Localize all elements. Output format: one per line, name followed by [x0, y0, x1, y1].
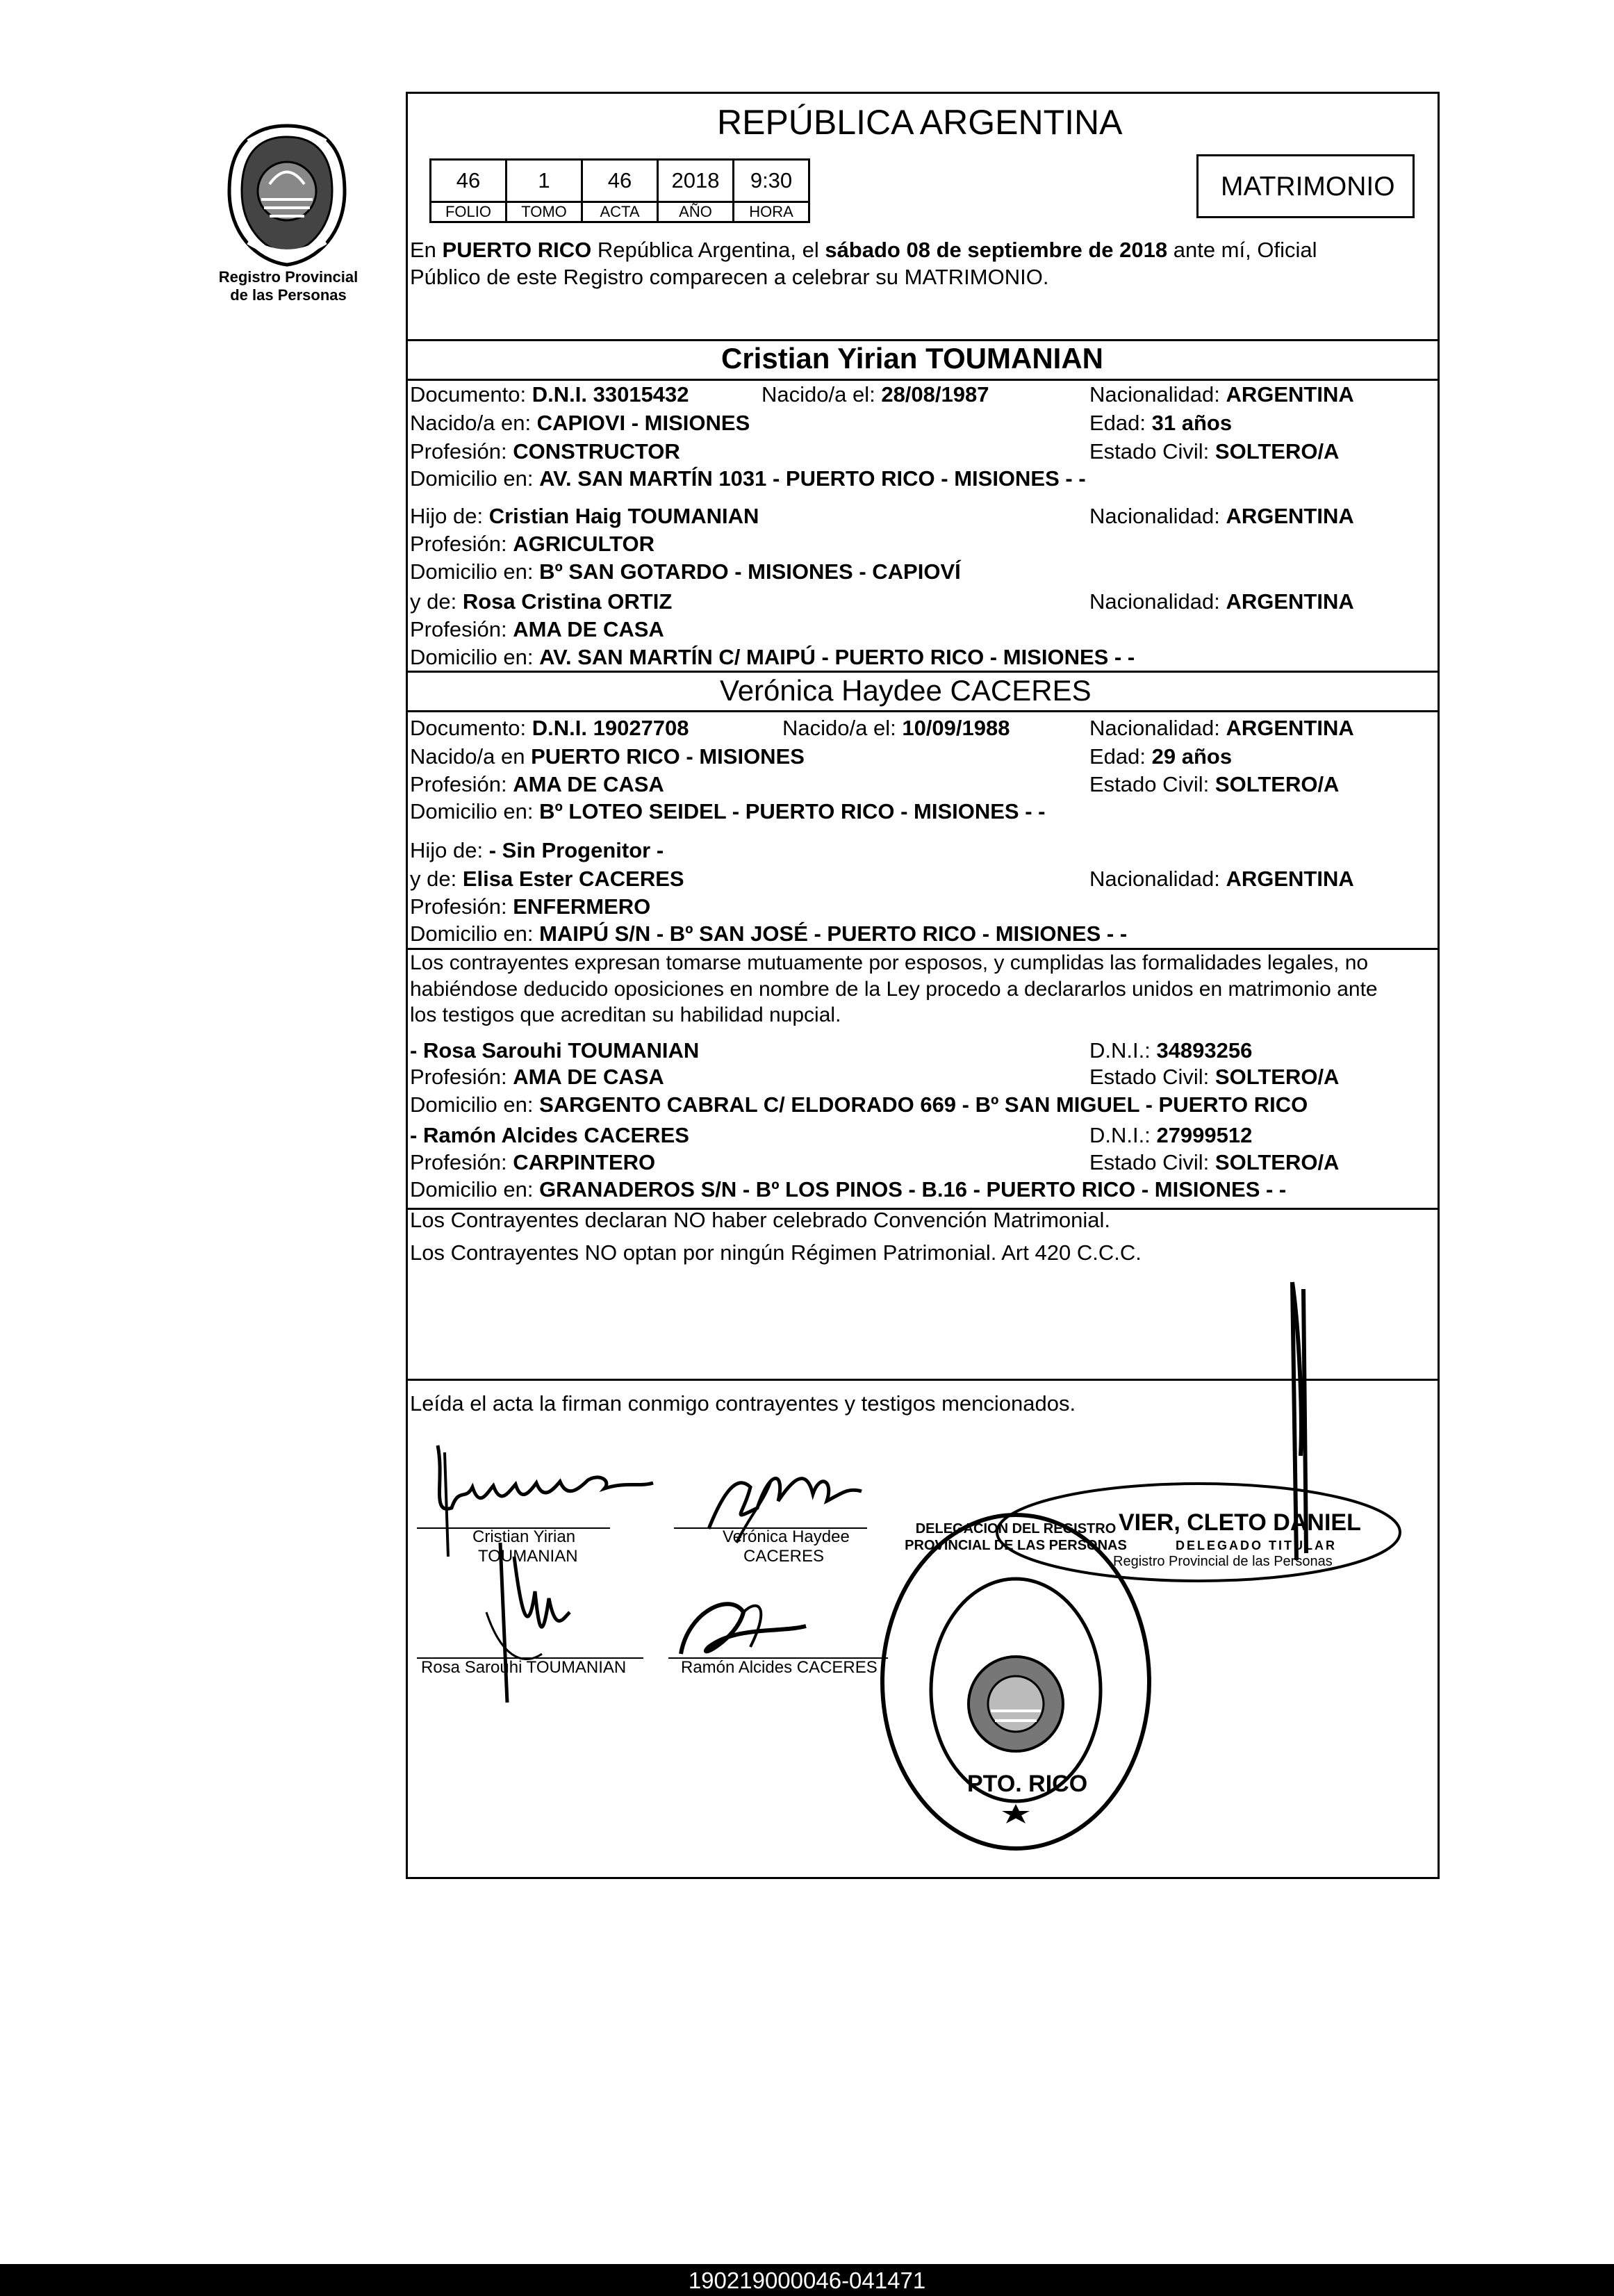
intro-text: ante mí, Oficial — [1167, 238, 1317, 262]
logo-caption — [201, 268, 375, 304]
tomo-label: TOMO — [507, 202, 582, 222]
label: Profesión: — [410, 617, 513, 641]
label: Domicilio en: — [410, 921, 540, 946]
witness-1-signature-name: Rosa Sarouhi TOUMANIAN — [421, 1658, 627, 1677]
label: Nacido/a el: — [761, 382, 882, 407]
intro-date: sábado 08 de septiembre de 2018 — [825, 238, 1168, 262]
folio-label: FOLIO — [431, 202, 507, 222]
intro-text: En — [410, 238, 443, 262]
declaration-line-1: Los contrayentes expresan tomarse mutuamente por esposos, y cumplidas las formalidades legales, no — [410, 951, 1369, 974]
divider — [406, 710, 1440, 712]
label: Estado Civil: — [1089, 1065, 1215, 1089]
value: 27999512 — [1156, 1123, 1253, 1147]
bride-signature-name-1: Verónica Haydee — [723, 1527, 850, 1546]
logo-caption-line-2: de las Personas — [230, 286, 347, 304]
label: Documento: — [410, 716, 532, 740]
groom-mother-address — [410, 645, 1135, 670]
footer-bar — [0, 2264, 1614, 2296]
bride-nationality — [1089, 716, 1354, 741]
groom-birthdate — [761, 382, 989, 407]
notes-line-2: Los Contrayentes NO optan por ningún Régimen Patrimonial. Art 420 C.C.C. — [410, 1240, 1142, 1265]
declaration-line-2: habiéndose deducido oposiciones en nombre de la Ley procedo a declararlos unidos en matrimonio ante — [410, 978, 1378, 1001]
label: y de: — [410, 867, 463, 891]
label: Edad: — [1089, 744, 1152, 769]
value: ENFERMERO — [513, 894, 651, 919]
label: Domicilio en: — [410, 645, 540, 669]
label: Nacido/a en: — [410, 411, 537, 435]
label: Hijo de: — [410, 838, 489, 862]
groom-nationality — [1089, 382, 1354, 407]
provincia-misiones-logo — [221, 122, 353, 268]
value: Cristian Haig TOUMANIAN — [488, 504, 759, 528]
label: Domicilio en: — [410, 466, 540, 491]
anio-value: 2018 — [658, 160, 734, 202]
bride-profession — [410, 772, 664, 797]
label: Nacionalidad: — [1089, 382, 1226, 407]
label: Domicilio en: — [410, 1177, 540, 1202]
label: Domicilio en: — [410, 1092, 540, 1117]
bride-signature-name-2: CACERES — [743, 1547, 825, 1566]
label: Estado Civil: — [1089, 772, 1215, 796]
groom-mother-nationality — [1089, 589, 1354, 614]
tomo-value: 1 — [507, 160, 582, 202]
bride-father — [410, 838, 664, 863]
value: ARGENTINA — [1226, 382, 1354, 407]
value: AMA DE CASA — [513, 772, 664, 796]
label: Domicilio en: — [410, 559, 540, 584]
witness-2-dni — [1089, 1123, 1252, 1148]
value: AGRICULTOR — [513, 532, 654, 556]
value: D.N.I. 19027708 — [532, 716, 689, 740]
witness-2-signature-name: Ramón Alcides CACERES — [681, 1658, 878, 1677]
acta-label: ACTA — [582, 202, 658, 222]
label: Estado Civil: — [1089, 439, 1215, 464]
value: CARPINTERO — [513, 1150, 656, 1174]
label: D.N.I.: — [1089, 1038, 1157, 1063]
value: SOLTERO/A — [1214, 1065, 1340, 1089]
value: AMA DE CASA — [513, 617, 664, 641]
declaration-line-3: los testigos que acreditan su habilidad nupcial. — [410, 1003, 841, 1026]
document-type: MATRIMONIO — [1221, 172, 1395, 202]
value: SARGENTO CABRAL C/ ELDORADO 669 - Bº SAN MIGUEL - PUERTO RICO — [539, 1092, 1308, 1117]
witness-1-address — [410, 1092, 1308, 1117]
value: AV. SAN MARTÍN 1031 - PUERTO RICO - MISIONES - - — [539, 466, 1086, 491]
logo-caption-line-1: Registro Provincial — [218, 268, 359, 286]
groom-document — [410, 382, 689, 407]
intro-text: República Argentina, el — [591, 238, 825, 262]
value: CAPIOVI - MISIONES — [536, 411, 750, 435]
value: GRANADEROS S/N - Bº LOS PINOS - B.16 - PUERTO RICO - MISIONES - - — [539, 1177, 1287, 1202]
divider — [406, 948, 1440, 950]
registry-table — [429, 158, 810, 223]
groom-address — [410, 466, 1086, 491]
bride-mother-profession — [410, 894, 650, 919]
label: Edad: — [1089, 411, 1152, 435]
groom-age — [1089, 411, 1232, 436]
value: Rosa Sarouhi TOUMANIAN — [422, 1038, 700, 1063]
groom-profession — [410, 439, 680, 464]
value: AV. SAN MARTÍN C/ MAIPÚ - PUERTO RICO - MISIONES - - — [539, 645, 1135, 669]
hora-value: 9:30 — [734, 160, 809, 202]
officer-role: DELEGADO TITULAR — [1176, 1539, 1337, 1552]
label: Profesión: — [410, 532, 513, 556]
witness-1-profession — [410, 1065, 664, 1090]
divider — [406, 671, 1440, 673]
value: 29 años — [1151, 744, 1233, 769]
value: D.N.I. 33015432 — [532, 382, 689, 407]
label: Documento: — [410, 382, 532, 407]
groom-signature-name-1: Cristian Yirian — [472, 1527, 576, 1546]
value: SOLTERO/A — [1214, 439, 1340, 464]
witness-2-address — [410, 1177, 1286, 1202]
intro-city: PUERTO RICO — [442, 238, 592, 262]
value: Bº LOTEO SEIDEL - PUERTO RICO - MISIONES - - — [539, 799, 1046, 823]
divider — [406, 339, 1440, 341]
seal-text: DELEGACION DEL REGISTRO PROVINCIAL DE LAS PERSONAS — [905, 1521, 1127, 1553]
value: 34893256 — [1156, 1038, 1253, 1063]
witness-1-dni — [1089, 1038, 1252, 1063]
label: Nacionalidad: — [1089, 867, 1226, 891]
bride-mother — [410, 867, 684, 892]
label: Nacionalidad: — [1089, 716, 1226, 740]
hora-label: HORA — [734, 202, 809, 222]
value: PUERTO RICO - MISIONES — [531, 744, 805, 769]
bride-birthplace — [410, 744, 805, 769]
witness-1-name: - Rosa Sarouhi TOUMANIAN — [410, 1038, 700, 1063]
value: - Sin Progenitor - — [488, 838, 664, 862]
seal-city: PTO. RICO — [967, 1771, 1088, 1797]
groom-father — [410, 504, 759, 529]
label: Profesión: — [410, 894, 513, 919]
label: Profesión: — [410, 1150, 513, 1174]
groom-mother — [410, 589, 672, 614]
bride-civil-status — [1089, 772, 1339, 797]
value: Elisa Ester CACERES — [462, 867, 684, 891]
groom-father-address — [410, 559, 961, 584]
label: Estado Civil: — [1089, 1150, 1215, 1174]
footer-code: 190219000046-041471 — [688, 2268, 926, 2293]
notes-line-1: Los Contrayentes declaran NO haber celebrado Convención Matrimonial. — [410, 1208, 1111, 1232]
bride-age — [1089, 744, 1232, 769]
value: ARGENTINA — [1226, 716, 1354, 740]
officer-org: Registro Provincial de las Personas — [1113, 1554, 1333, 1569]
value: SOLTERO/A — [1214, 1150, 1340, 1174]
value: SOLTERO/A — [1214, 772, 1340, 796]
value: MAIPÚ S/N - Bº SAN JOSÉ - PUERTO RICO - MISIONES - - — [539, 921, 1128, 946]
label: y de: — [410, 589, 463, 614]
value: ARGENTINA — [1226, 589, 1354, 614]
label: Nacido/a el: — [782, 716, 903, 740]
bride-address — [410, 799, 1045, 824]
label: Profesión: — [410, 439, 513, 464]
label: Hijo de: — [410, 504, 489, 528]
witness-2-name: - Ramón Alcides CACERES — [410, 1123, 689, 1147]
label: Nacionalidad: — [1089, 589, 1226, 614]
label: Nacido/a en — [410, 744, 532, 769]
witness-1-civil-status — [1089, 1065, 1339, 1090]
document-type-box — [1196, 154, 1415, 218]
intro-line-2: Público de este Registro comparecen a celebrar su MATRIMONIO. — [410, 265, 1049, 289]
groom-signature-name-2: TOUMANIAN — [478, 1547, 578, 1566]
bride-birthdate — [782, 716, 1010, 741]
label: Profesión: — [410, 772, 513, 796]
page-title: REPÚBLICA ARGENTINA — [717, 103, 1123, 142]
folio-value: 46 — [431, 160, 507, 202]
value: CONSTRUCTOR — [513, 439, 680, 464]
value: 31 años — [1151, 411, 1233, 435]
witness-2-profession — [410, 1150, 655, 1175]
groom-mother-profession — [410, 617, 664, 642]
label: Nacionalidad: — [1089, 504, 1226, 528]
groom-name: Cristian Yirian TOUMANIAN — [721, 342, 1103, 375]
groom-birthplace — [410, 411, 750, 436]
value: Ramón Alcides CACERES — [422, 1123, 689, 1147]
officer-name: VIER, CLETO DANIEL — [1119, 1509, 1361, 1536]
value: AMA DE CASA — [513, 1065, 664, 1089]
witness-2-civil-status — [1089, 1150, 1339, 1175]
label: Domicilio en: — [410, 799, 540, 823]
value: 28/08/1987 — [881, 382, 989, 407]
value: 10/09/1988 — [902, 716, 1010, 740]
registry-seal — [877, 1508, 1155, 1855]
bride-name: Verónica Haydee CACERES — [720, 674, 1092, 707]
intro-line-1 — [410, 238, 1317, 263]
label: D.N.I.: — [1089, 1123, 1157, 1147]
groom-civil-status — [1089, 439, 1339, 464]
bride-document — [410, 716, 689, 741]
acta-value: 46 — [582, 160, 658, 202]
value: ARGENTINA — [1226, 867, 1354, 891]
label: Profesión: — [410, 1065, 513, 1089]
value: Bº SAN GOTARDO - MISIONES - CAPIOVÍ — [539, 559, 961, 584]
divider — [406, 379, 1440, 381]
bride-mother-address — [410, 921, 1127, 946]
groom-father-nationality — [1089, 504, 1354, 529]
closing-text: Leída el acta la firman conmigo contrayentes y testigos mencionados. — [410, 1391, 1076, 1416]
value: Rosa Cristina ORTIZ — [462, 589, 673, 614]
groom-father-profession — [410, 532, 654, 557]
bride-mother-nationality — [1089, 867, 1354, 892]
anio-label: AÑO — [658, 202, 734, 222]
value: ARGENTINA — [1226, 504, 1354, 528]
